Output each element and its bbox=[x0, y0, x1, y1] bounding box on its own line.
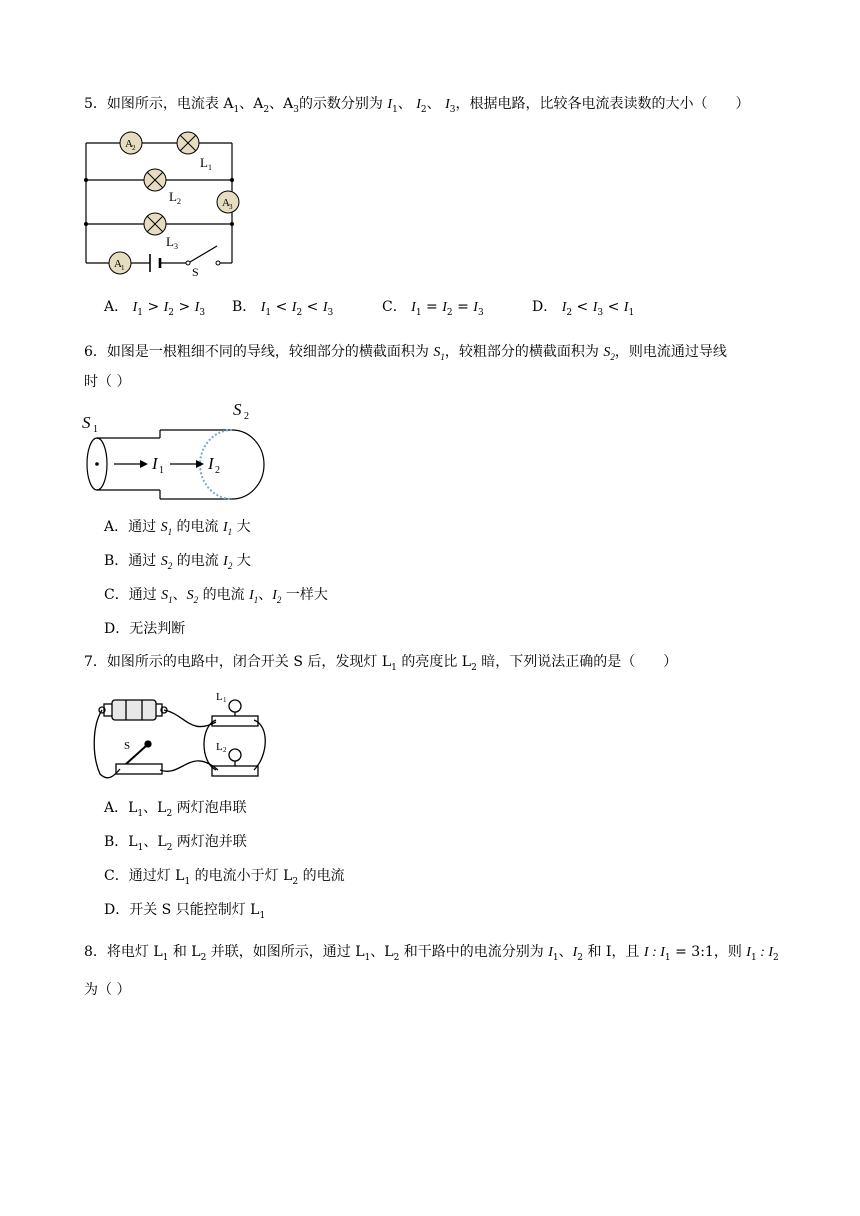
q5-option-c[interactable]: C． $I_1 = I_2 = I_3$ bbox=[382, 299, 484, 318]
svg-text:2: 2 bbox=[177, 197, 181, 206]
svg-text:I: I bbox=[152, 454, 158, 473]
q6-stem: 6．如图是一根粗细不同的导线，较细部分的横截面积为 $S_1$，较粗部分的横截面积为 $S_2$，则电流通过导线 bbox=[84, 344, 727, 362]
svg-text:2: 2 bbox=[244, 411, 249, 422]
svg-text:A: A bbox=[222, 197, 230, 209]
svg-text:3: 3 bbox=[174, 242, 178, 251]
svg-text:1: 1 bbox=[121, 264, 125, 272]
svg-text:2: 2 bbox=[132, 144, 136, 152]
q7-option-d[interactable]: D．开关 S 只能控制灯 $L_1$ bbox=[104, 902, 266, 921]
svg-text:I: I bbox=[208, 454, 214, 473]
svg-text:A: A bbox=[125, 138, 133, 150]
svg-text:2: 2 bbox=[223, 746, 227, 754]
svg-text:A: A bbox=[114, 258, 122, 270]
q7-option-a[interactable]: A．$L_1$、$L_2$ 两灯泡串联 bbox=[104, 800, 247, 819]
q7-option-b[interactable]: B．$L_1$、$L_2$ 两灯泡并联 bbox=[104, 834, 247, 853]
q6-option-d[interactable]: D．无法判断 bbox=[104, 621, 186, 637]
q5-stem: 5．如图所示，电流表 $A_1$、$A_2$、$A_3$的示数分别为 $I_1$、 $I_2$、 $I_3$，根据电路，比较各电流表读数的大小（ ） bbox=[84, 96, 750, 115]
q6-option-b[interactable]: B．通过 $S_2$ 的电流 $I_2$ 大 bbox=[104, 553, 251, 571]
q5-option-b[interactable]: B． $I_1 < I_2 < I_3$ bbox=[232, 299, 334, 318]
q7-stem: 7．如图所示的电路中，闭合开关 S 后，发现灯 $L_1$ 的亮度比 $L_2$ 暗，下列说法正确的是（ ） bbox=[84, 654, 678, 673]
q5-option-a[interactable]: A． $I_1 > I_2 > I_3$ bbox=[104, 299, 206, 318]
q5-option-d[interactable]: D． $I_2 < I_3 < I_1$ bbox=[532, 299, 635, 318]
q7-option-c[interactable]: C．通过灯 $L_1$ 的电流小于灯 $L_2$ 的电流 bbox=[104, 868, 345, 887]
svg-text:S: S bbox=[82, 413, 91, 432]
svg-text:S: S bbox=[192, 265, 199, 278]
svg-text:L: L bbox=[200, 155, 208, 170]
q8-stem-line2: 为（ ） bbox=[84, 982, 131, 998]
svg-text:2: 2 bbox=[215, 465, 220, 476]
svg-text:S: S bbox=[233, 400, 242, 419]
svg-text:S: S bbox=[124, 740, 131, 752]
q7-physical-circuit-figure bbox=[90, 686, 270, 786]
q5-circuit-figure bbox=[80, 128, 245, 278]
svg-text:1: 1 bbox=[159, 465, 164, 476]
q6-stem-line2: 时（ ） bbox=[84, 374, 131, 390]
svg-text:L: L bbox=[216, 691, 223, 703]
svg-text:1: 1 bbox=[223, 696, 227, 704]
q6-option-a[interactable]: A．通过 $S_1$ 的电流 $I_1$ 大 bbox=[104, 519, 251, 537]
svg-text:L: L bbox=[216, 741, 223, 753]
svg-text:1: 1 bbox=[93, 424, 98, 435]
q8-stem: 8．将电灯 $L_1$ 和 $L_2$ 并联，如图所示，通过 $L_1$、$L_2$ 和干路中的电流分别为 $I_1$、$I_2$ 和 I，且 I : $I_1$ = 3:1，则 $I_1$ : $I_2$ bbox=[84, 944, 779, 963]
svg-text:1: 1 bbox=[208, 163, 212, 172]
svg-text:L: L bbox=[169, 189, 177, 204]
svg-text:L: L bbox=[166, 234, 174, 249]
svg-text:3: 3 bbox=[229, 203, 233, 211]
q6-wire-figure bbox=[78, 398, 278, 508]
q6-option-c[interactable]: C．通过 $S_1$、$S_2$ 的电流 $I_1$、$I_2$ 一样大 bbox=[104, 587, 328, 605]
